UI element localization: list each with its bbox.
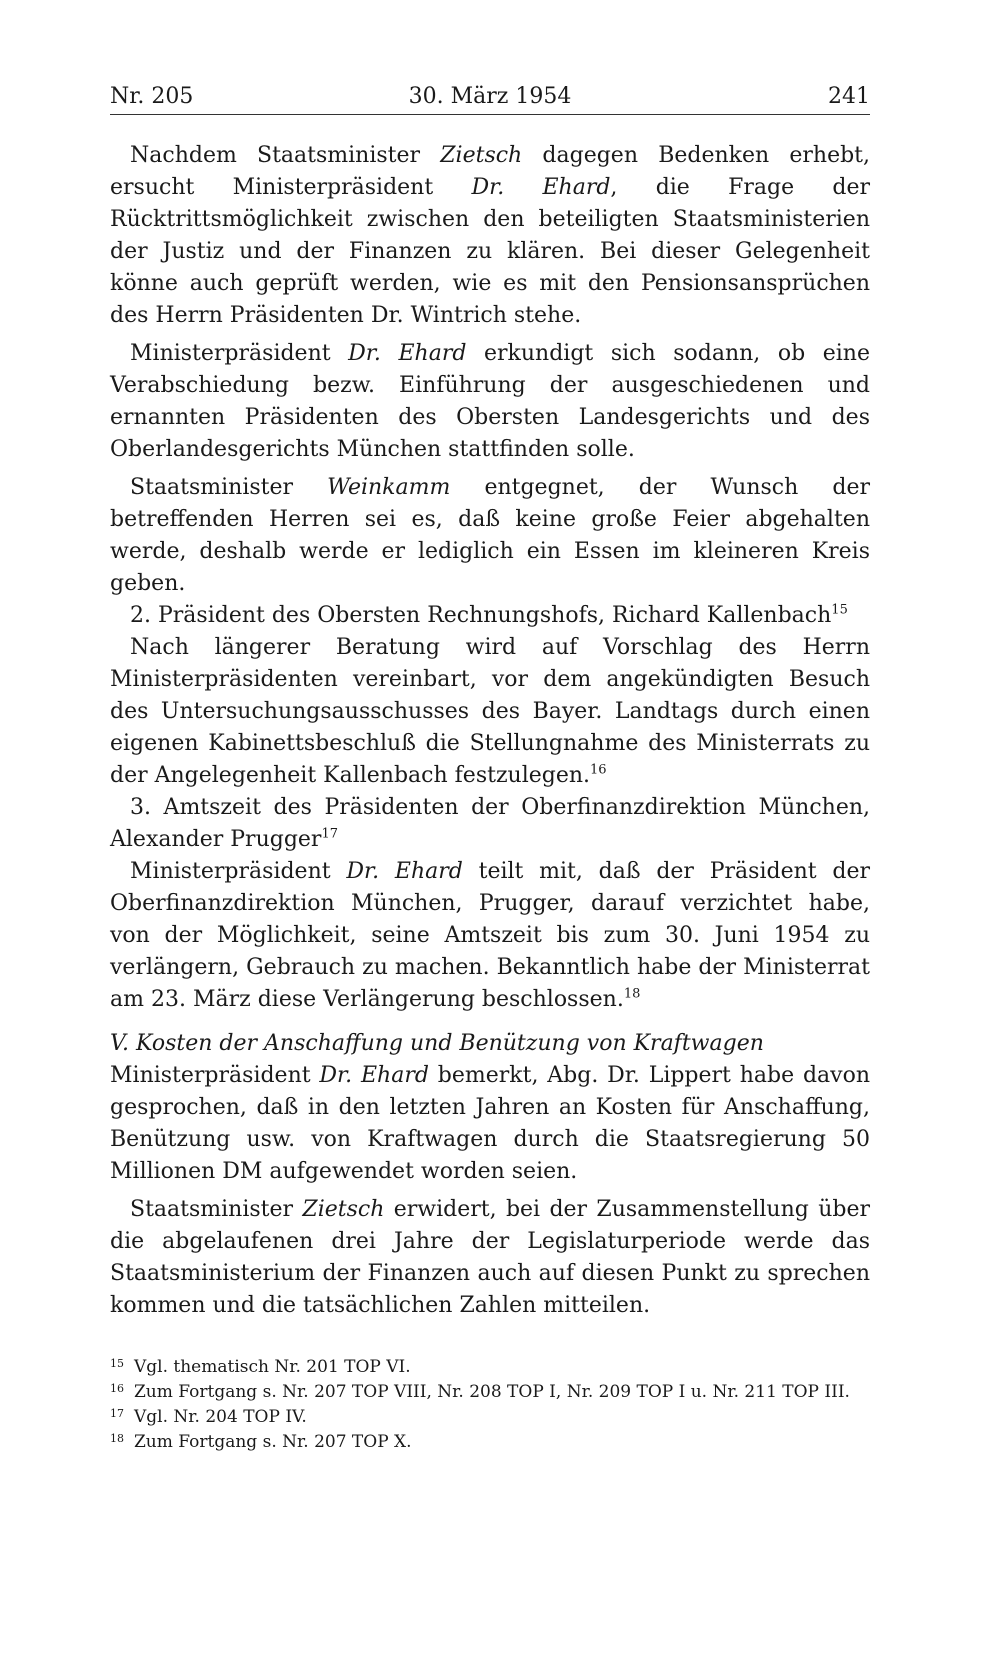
paragraph: Staatsminister Zietsch erwidert, bei der Zusammenstellung über die abgelaufenen drei Jahre der Legislaturperiode werde das Staatsministerium der Finanzen auch auf diesen Punkt zu sprechen kommen und die tatsächlichen Zahlen mitteilen. [110, 1197, 870, 1318]
person-name: Dr. Ehard [348, 341, 467, 366]
agenda-item: 3. Amtszeit des Präsidenten der Oberfinanzdirektion München, Alexander Prugger$^{17}$ [110, 795, 870, 852]
person-name: Dr. Ehard [471, 175, 611, 200]
paragraph: Nachdem Staatsminister Zietsch dagegen Bedenken erhebt, ersucht Ministerpräsident Dr. Ehard, die Frage der Rücktrittsmöglichkeit zwischen den beteiligten Staatsministerien der Justiz und der Finanzen zu klären. Bei dieser Gelegenheit könne auch geprüft werden, wie es mit den Pensionsansprüchen des Herrn Präsidenten Dr. Wintrich stehe. [110, 143, 871, 328]
section-heading: V. Kosten der Anschaffung und Benützung von Kraftwagen [110, 1031, 764, 1056]
footnote-ref[interactable]: 15 [831, 602, 848, 618]
footnote [110, 1380, 870, 1405]
body-text [110, 140, 870, 1322]
footnote-text: Zum Fortgang s. Nr. 207 TOP VIII, Nr. 208 TOP I, Nr. 209 TOP I u. Nr. 211 TOP III. [134, 1382, 850, 1402]
footnotes [110, 1355, 870, 1455]
paragraph: Ministerpräsident Dr. Ehard bemerkt, Abg. Dr. Lippert habe davon gesprochen, daß in den letzten Jahren an Kosten für Anschaffung, Benützung usw. von Kraftwagen durch die Staatsregierung 50 Millionen DM aufgewendet worden seien. [110, 1063, 870, 1184]
footnote-text: Vgl. Nr. 204 TOP IV. [134, 1407, 307, 1427]
paragraph: Ministerpräsident Dr. Ehard teilt mit, daß der Präsident der Oberfinanzdirektion München, Prugger, darauf verzichtet habe, von der Möglichkeit, seine Amtszeit bis zum 30. Juni 1954 zu verlängern, Gebrauch zu machen. Bekanntlich habe der Ministerrat am 23. März diese Verlängerung beschlossen.$^{18}$ [110, 859, 870, 1012]
footnote-number: 16 [110, 1382, 124, 1395]
footnote-text: Vgl. thematisch Nr. 201 TOP VI. [134, 1357, 411, 1377]
footnote-ref[interactable]: 17 [321, 826, 338, 842]
footnote-number: 15 [110, 1357, 124, 1370]
person-name: Zietsch [302, 1197, 385, 1222]
person-name: Dr. Ehard [346, 859, 463, 884]
footnote-text: Zum Fortgang s. Nr. 207 TOP X. [134, 1432, 412, 1452]
footnote [110, 1430, 870, 1455]
page-number: 241 [828, 84, 870, 109]
person-name: Zietsch [440, 143, 523, 168]
agenda-item: 2. Präsident des Obersten Rechnungshofs, Richard Kallenbach$^{15}$ [130, 602, 848, 628]
footnote [110, 1405, 870, 1430]
person-name: Weinkamm [327, 475, 451, 500]
person-name: Dr. Ehard [319, 1063, 429, 1088]
footnote [110, 1355, 870, 1380]
running-header [110, 82, 870, 115]
footnote-ref[interactable]: 16 [590, 762, 607, 778]
footnote-number: 17 [110, 1407, 124, 1420]
footnote-number: 18 [110, 1432, 124, 1445]
document-number: Nr. 205 [110, 84, 194, 109]
paragraph: Staatsminister Weinkamm entgegnet, der Wunsch der betreffenden Herren sei es, daß keine große Feier abgehalten werde, deshalb werde er lediglich ein Essen im kleineren Kreis geben. [110, 475, 870, 596]
footnote-ref[interactable]: 18 [623, 986, 641, 1002]
paragraph: Ministerpräsident Dr. Ehard erkundigt sich sodann, ob eine Verabschiedung bezw. Einführung der ausgeschiedenen und ernannten Präsidenten des Obersten Landesgerichts und des Oberlandesgerichts München stattfinden solle. [110, 341, 870, 462]
paragraph: Nach längerer Beratung wird auf Vorschlag des Herrn Ministerpräsidenten vereinbart, vor dem angekündigten Besuch des Untersuchungsausschusses des Bayer. Landtags durch einen eigenen Kabinettsbeschluß die Stellungnahme des Ministerrats zu der Angelegenheit Kallenbach festzulegen.$^{16}$ [110, 635, 870, 788]
header-date: 30. März 1954 [408, 84, 572, 109]
